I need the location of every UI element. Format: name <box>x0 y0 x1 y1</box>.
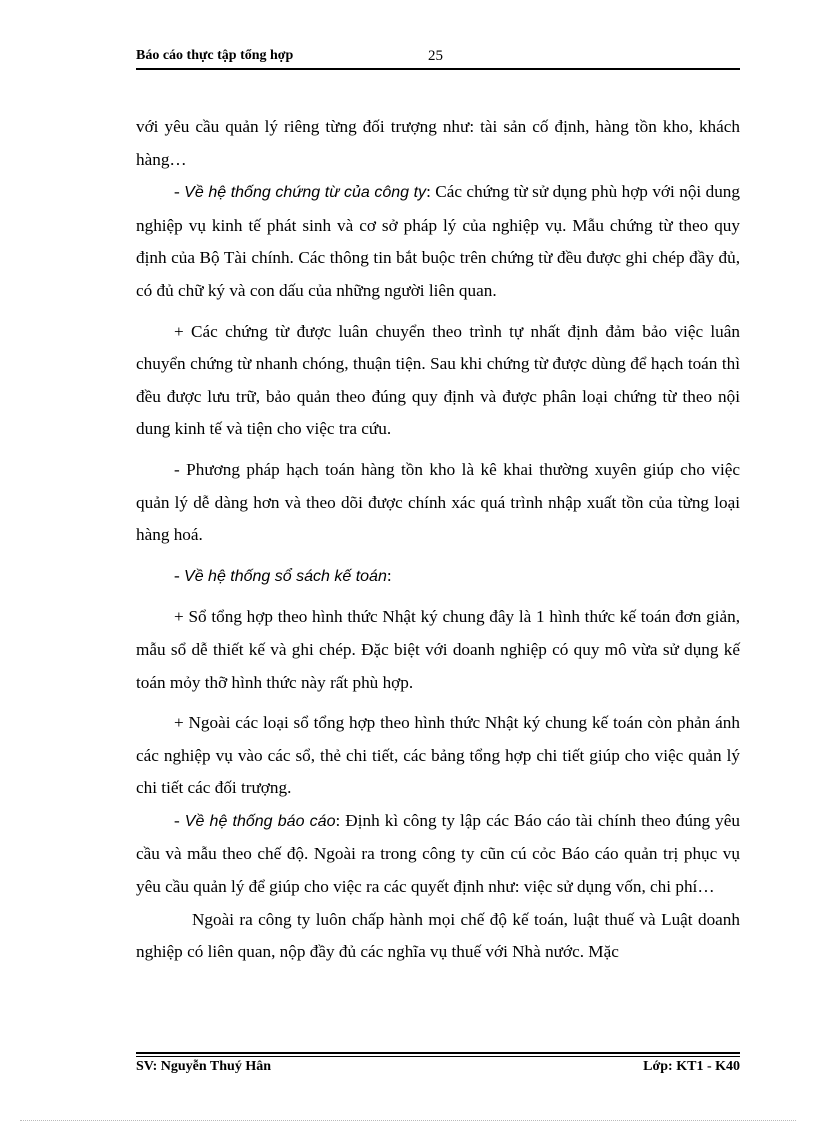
footer-class: Lớp: KT1 - K40 <box>643 1059 740 1074</box>
paragraph-6: + Sổ tổng hợp theo hình thức Nhật ký chung đây là 1 hình thức kế toán đơn giản, mẫu sổ dễ thiết kế và ghi chép. Đặc biệt với doanh nghiệp có quy mô vừa sử dụng kế toán mỏy thỡ hình thức này rất phù hợp. <box>136 607 740 692</box>
header-rule <box>136 68 740 70</box>
section-heading-reports: Về hệ thống báo cáo <box>184 812 336 830</box>
page-number: 25 <box>428 48 443 64</box>
paragraph-7: + Ngoài các loại sổ tổng hợp theo hình thức Nhật ký chung kế toán còn phản ánh các nghiệp vụ vào các sổ, thẻ chi tiết, các bảng tổng hợp chi tiết giúp cho việc quản lý chi tiết các đối trượng. <box>136 713 740 798</box>
paragraph-4: - Phương pháp hạch toán hàng tồn kho là kê khai thường xuyên giúp cho việc quản lý dễ dàng hơn và theo dõi được chính xác quá trình nhập xuất tồn của từng loại hàng hoá. <box>136 459 740 545</box>
section-heading-ledgers: Về hệ thống sổ sách kế toán <box>184 567 387 585</box>
report-title: Báo cáo thực tập tổng hợp <box>136 48 294 63</box>
paragraph-3: + Các chứng từ được luân chuyển theo trình tự nhất định đảm bảo việc luân chuyển chứng từ nhanh chóng, thuận tiện. Sau khi chứng từ được dùng để hạch toán thì đều được lưu trữ, bảo quản theo đúng quy định và được phân loại chứng từ theo nội dung kinh tế và tiện cho việc tra cứu. <box>136 321 740 439</box>
paragraph-2: - Về hệ thống chứng từ của công ty: Các chứng từ sử dụng phù hợp với nội dung nghiệp vụ kinh tế phát sinh và cơ sở pháp lý của nghiệp vụ. Mẫu chứng từ theo quy định của Bộ Tài chính. Các thông tin bắt buộc trên chứng từ đều được ghi chép đầy đủ, có đủ chữ ký và con dấu của những người liên quan. <box>136 182 740 300</box>
paragraph-8: - Về hệ thống báo cáo: Định kì công ty lập các Báo cáo tài chính theo đúng yêu cầu và mẫu theo chế độ. Ngoài ra trong công ty cũn cú cỏc Báo cáo quản trị phục vụ yêu cầu quản lý để giúp cho việc ra các quyết định như: việc sử dụng vốn, chi phí… <box>136 810 740 897</box>
paragraph-9: Ngoài ra công ty luôn chấp hành mọi chế độ kế toán, luật thuế và Luật doanh nghiệp có liên quan, nộp đầy đủ các nghĩa vụ thuế với Nhà nước. Mặc <box>136 909 740 962</box>
footer-rule-thick <box>136 1052 740 1054</box>
document-body <box>136 111 740 969</box>
page-edge <box>20 1120 796 1121</box>
footer-student-name: SV: Nguyễn Thuý Hân <box>136 1059 272 1074</box>
page-header <box>136 48 740 68</box>
footer-rule-thin <box>136 1056 740 1057</box>
paragraph-1: với yêu cầu quản lý riêng từng đối trượng như: tài sản cố định, hàng tồn kho, khách hàng… <box>136 117 740 169</box>
paragraph-5: - Về hệ thống sổ sách kế toán: <box>174 565 392 585</box>
section-heading-documents: Về hệ thống chứng từ của công ty <box>184 184 427 202</box>
